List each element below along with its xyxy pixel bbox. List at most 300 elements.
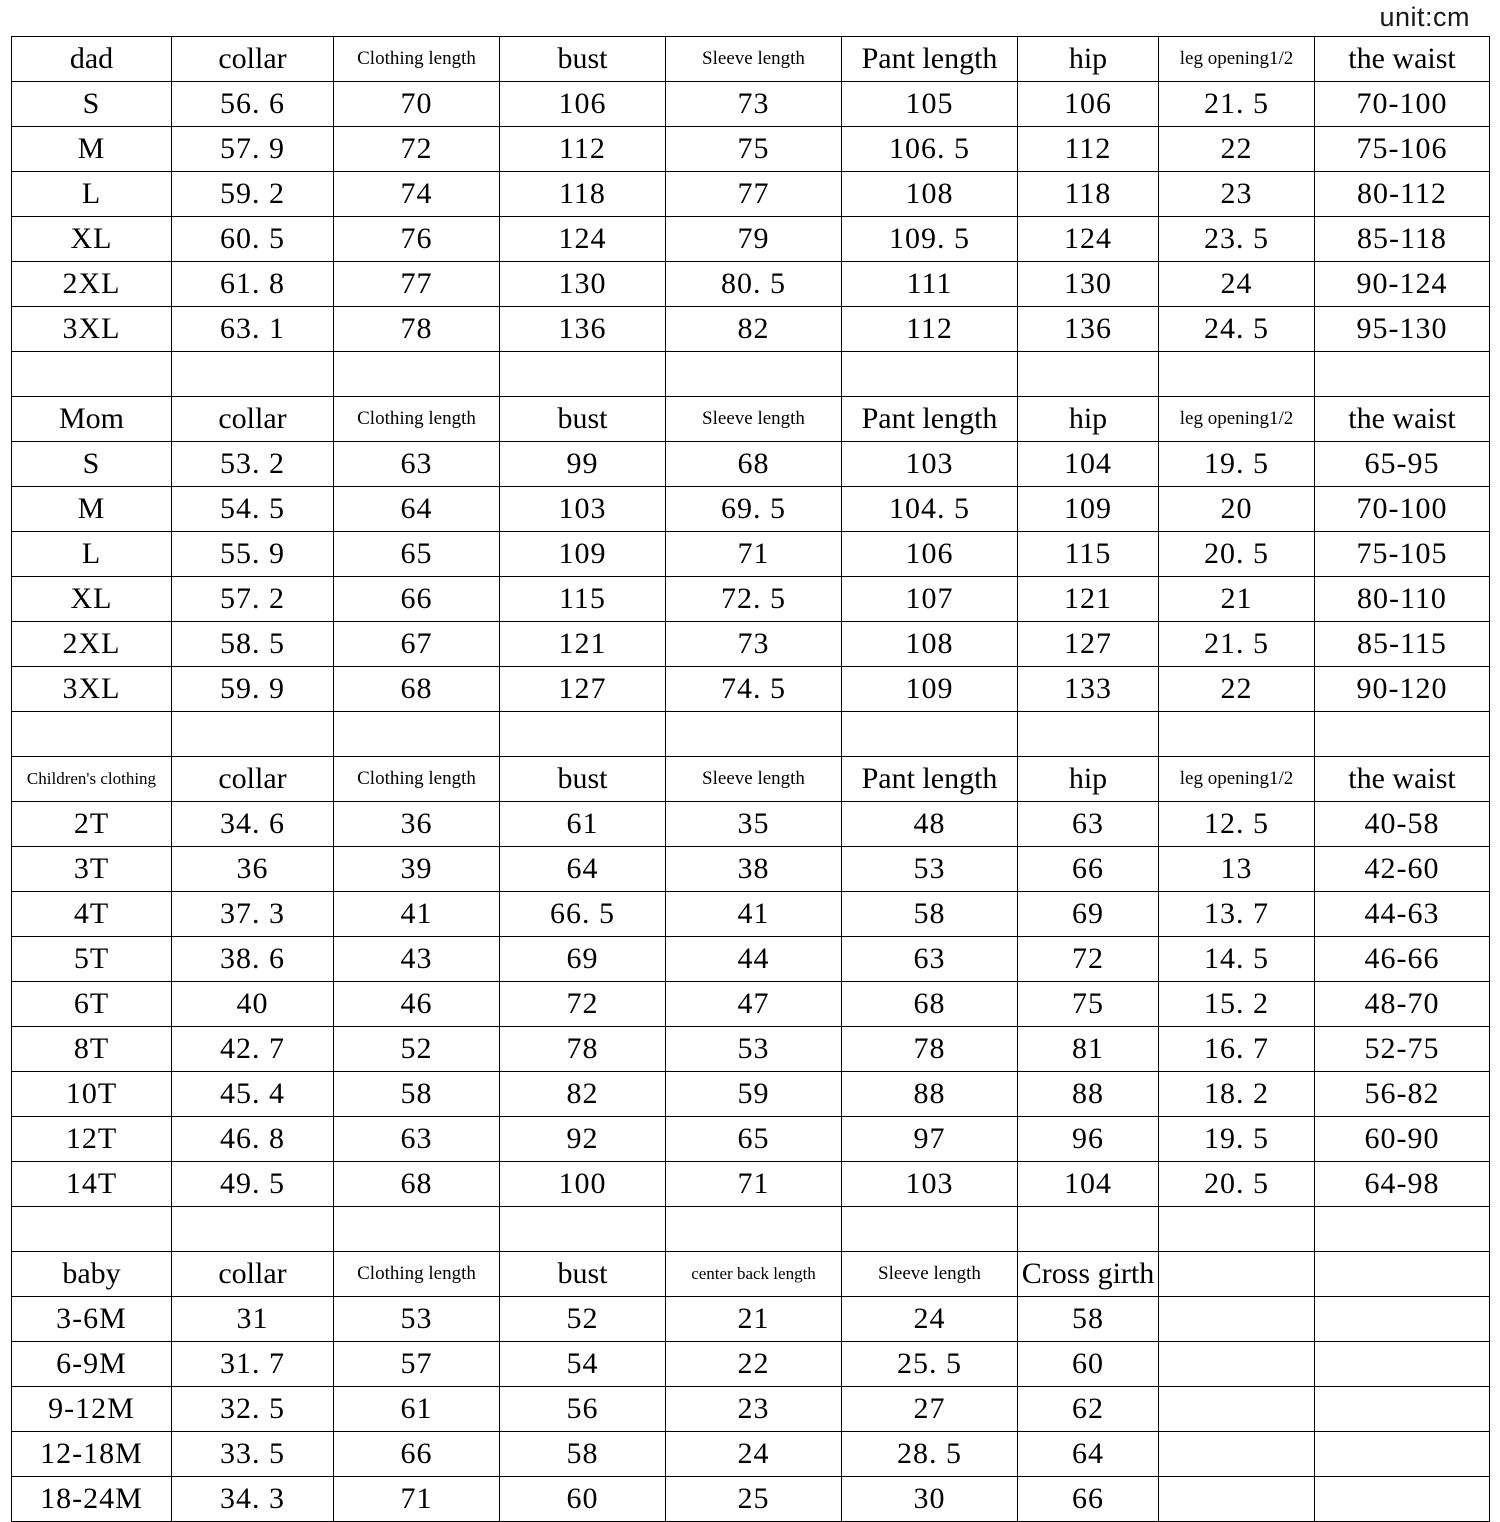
measurement-cell: 52-75 [1315, 1027, 1490, 1072]
column-header: collar [172, 1252, 334, 1297]
size-label: M [12, 487, 172, 532]
measurement-cell: 58 [500, 1432, 666, 1477]
spacer-cell [1018, 712, 1159, 757]
measurement-cell: 66 [334, 577, 500, 622]
measurement-cell: 70-100 [1315, 487, 1490, 532]
measurement-cell: 70 [334, 82, 500, 127]
measurement-cell: 52 [500, 1297, 666, 1342]
measurement-cell: 22 [1159, 127, 1315, 172]
column-header: bust [500, 757, 666, 802]
measurement-cell [1159, 1477, 1315, 1522]
measurement-cell: 85-115 [1315, 622, 1490, 667]
spacer-cell [1159, 352, 1315, 397]
section-label-mom: Mom [12, 397, 172, 442]
measurement-cell: 103 [842, 442, 1018, 487]
size-label: 9-12M [12, 1387, 172, 1432]
measurement-cell: 104 [1018, 442, 1159, 487]
column-header: the waist [1315, 37, 1490, 82]
measurement-cell: 80. 5 [666, 262, 842, 307]
measurement-cell: 108 [842, 172, 1018, 217]
spacer-row [12, 1207, 1490, 1252]
measurement-cell: 20 [1159, 487, 1315, 532]
measurement-cell: 95-130 [1315, 307, 1490, 352]
spacer-cell [1315, 1207, 1490, 1252]
table-row [12, 982, 1490, 1027]
measurement-cell: 78 [334, 307, 500, 352]
measurement-cell: 79 [666, 217, 842, 262]
table-row [12, 937, 1490, 982]
measurement-cell: 124 [500, 217, 666, 262]
measurement-cell: 56-82 [1315, 1072, 1490, 1117]
measurement-cell: 56. 6 [172, 82, 334, 127]
column-header: the waist [1315, 757, 1490, 802]
column-header: Pant length [842, 37, 1018, 82]
size-label: XL [12, 577, 172, 622]
size-label: 10T [12, 1072, 172, 1117]
measurement-cell: 22 [1159, 667, 1315, 712]
measurement-cell [1315, 1432, 1490, 1477]
measurement-cell: 103 [500, 487, 666, 532]
measurement-cell: 46 [334, 982, 500, 1027]
measurement-cell: 64 [500, 847, 666, 892]
measurement-cell: 70-100 [1315, 82, 1490, 127]
measurement-cell: 111 [842, 262, 1018, 307]
measurement-cell: 53 [666, 1027, 842, 1072]
measurement-cell: 34. 6 [172, 802, 334, 847]
column-header: leg opening1/2 [1159, 37, 1315, 82]
size-label: 3XL [12, 307, 172, 352]
measurement-cell: 25 [666, 1477, 842, 1522]
spacer-cell [666, 1207, 842, 1252]
measurement-cell: 97 [842, 1117, 1018, 1162]
table-row [12, 82, 1490, 127]
spacer-row [12, 712, 1490, 757]
column-header: leg opening1/2 [1159, 397, 1315, 442]
measurement-cell: 78 [500, 1027, 666, 1072]
measurement-cell: 67 [334, 622, 500, 667]
measurement-cell: 68 [842, 982, 1018, 1027]
measurement-cell: 24 [1159, 262, 1315, 307]
measurement-cell: 130 [500, 262, 666, 307]
size-label: 12T [12, 1117, 172, 1162]
measurement-cell: 59. 9 [172, 667, 334, 712]
section-label-baby: baby [12, 1252, 172, 1297]
measurement-cell: 61 [334, 1387, 500, 1432]
size-label: XL [12, 217, 172, 262]
measurement-cell: 63 [334, 1117, 500, 1162]
measurement-cell: 80-112 [1315, 172, 1490, 217]
size-label: 2XL [12, 262, 172, 307]
measurement-cell: 96 [1018, 1117, 1159, 1162]
size-label: 6T [12, 982, 172, 1027]
measurement-cell: 104. 5 [842, 487, 1018, 532]
measurement-cell: 27 [842, 1387, 1018, 1432]
measurement-cell: 121 [500, 622, 666, 667]
measurement-cell: 53. 2 [172, 442, 334, 487]
size-label: S [12, 82, 172, 127]
measurement-cell: 77 [334, 262, 500, 307]
measurement-cell: 68 [334, 1162, 500, 1207]
measurement-cell: 33. 5 [172, 1432, 334, 1477]
size-label: L [12, 172, 172, 217]
spacer-cell [842, 352, 1018, 397]
size-label: 18-24M [12, 1477, 172, 1522]
measurement-cell: 130 [1018, 262, 1159, 307]
measurement-cell: 73 [666, 82, 842, 127]
column-header [1159, 1252, 1315, 1297]
table-row [12, 1072, 1490, 1117]
measurement-cell: 73 [666, 622, 842, 667]
measurement-cell: 36 [334, 802, 500, 847]
size-label: 6-9M [12, 1342, 172, 1387]
spacer-cell [1018, 352, 1159, 397]
measurement-cell: 68 [666, 442, 842, 487]
measurement-cell: 24 [666, 1432, 842, 1477]
column-header: collar [172, 757, 334, 802]
measurement-cell: 60. 5 [172, 217, 334, 262]
measurement-cell: 36 [172, 847, 334, 892]
spacer-cell [172, 352, 334, 397]
measurement-cell: 106. 5 [842, 127, 1018, 172]
measurement-cell: 69 [500, 937, 666, 982]
measurement-cell: 71 [666, 1162, 842, 1207]
measurement-cell: 21. 5 [1159, 82, 1315, 127]
measurement-cell: 105 [842, 82, 1018, 127]
measurement-cell: 112 [500, 127, 666, 172]
table-row [12, 1117, 1490, 1162]
measurement-cell: 44-63 [1315, 892, 1490, 937]
measurement-cell: 90-120 [1315, 667, 1490, 712]
measurement-cell: 63. 1 [172, 307, 334, 352]
size-label: 5T [12, 937, 172, 982]
column-header: Sleeve length [842, 1252, 1018, 1297]
spacer-cell [842, 1207, 1018, 1252]
size-label: 3T [12, 847, 172, 892]
section-label-dad: dad [12, 37, 172, 82]
measurement-cell: 81 [1018, 1027, 1159, 1072]
measurement-cell: 23. 5 [1159, 217, 1315, 262]
measurement-cell: 25. 5 [842, 1342, 1018, 1387]
size-chart-body [12, 37, 1490, 1522]
measurement-cell: 63 [842, 937, 1018, 982]
column-header: Pant length [842, 397, 1018, 442]
measurement-cell: 115 [500, 577, 666, 622]
size-label: 12-18M [12, 1432, 172, 1477]
measurement-cell: 22 [666, 1342, 842, 1387]
measurement-cell: 32. 5 [172, 1387, 334, 1432]
measurement-cell: 40 [172, 982, 334, 1027]
table-row [12, 217, 1490, 262]
measurement-cell: 66 [334, 1432, 500, 1477]
measurement-cell: 38. 6 [172, 937, 334, 982]
measurement-cell: 53 [842, 847, 1018, 892]
column-header: Pant length [842, 757, 1018, 802]
measurement-cell: 12. 5 [1159, 802, 1315, 847]
size-label: 14T [12, 1162, 172, 1207]
measurement-cell: 66 [1018, 847, 1159, 892]
spacer-cell [666, 352, 842, 397]
size-label: L [12, 532, 172, 577]
measurement-cell: 107 [842, 577, 1018, 622]
measurement-cell: 112 [842, 307, 1018, 352]
measurement-cell: 60-90 [1315, 1117, 1490, 1162]
measurement-cell: 106 [1018, 82, 1159, 127]
measurement-cell: 109 [1018, 487, 1159, 532]
measurement-cell: 38 [666, 847, 842, 892]
column-header: hip [1018, 397, 1159, 442]
measurement-cell: 72 [500, 982, 666, 1027]
measurement-cell: 127 [500, 667, 666, 712]
table-row [12, 1027, 1490, 1072]
measurement-cell: 118 [1018, 172, 1159, 217]
measurement-cell: 58 [842, 892, 1018, 937]
measurement-cell: 59. 2 [172, 172, 334, 217]
measurement-cell: 63 [334, 442, 500, 487]
table-row [12, 577, 1490, 622]
section-label-children-s-clothing: Children's clothing [12, 757, 172, 802]
measurement-cell: 112 [1018, 127, 1159, 172]
measurement-cell: 69 [1018, 892, 1159, 937]
spacer-cell [500, 712, 666, 757]
measurement-cell: 72 [334, 127, 500, 172]
measurement-cell: 75-106 [1315, 127, 1490, 172]
measurement-cell: 88 [1018, 1072, 1159, 1117]
measurement-cell: 45. 4 [172, 1072, 334, 1117]
measurement-cell: 109 [842, 667, 1018, 712]
measurement-cell: 48-70 [1315, 982, 1490, 1027]
table-header-row [12, 37, 1490, 82]
measurement-cell: 92 [500, 1117, 666, 1162]
table-row [12, 1477, 1490, 1522]
measurement-cell: 74. 5 [666, 667, 842, 712]
measurement-cell: 72. 5 [666, 577, 842, 622]
measurement-cell: 82 [666, 307, 842, 352]
measurement-cell: 60 [500, 1477, 666, 1522]
measurement-cell [1315, 1387, 1490, 1432]
measurement-cell: 46-66 [1315, 937, 1490, 982]
measurement-cell: 14. 5 [1159, 937, 1315, 982]
measurement-cell [1159, 1432, 1315, 1477]
measurement-cell: 64 [1018, 1432, 1159, 1477]
table-header-row [12, 397, 1490, 442]
measurement-cell: 63 [1018, 802, 1159, 847]
measurement-cell: 55. 9 [172, 532, 334, 577]
size-label: 8T [12, 1027, 172, 1072]
column-header: Sleeve length [666, 37, 842, 82]
measurement-cell: 19. 5 [1159, 442, 1315, 487]
measurement-cell [1315, 1297, 1490, 1342]
measurement-cell: 80-110 [1315, 577, 1490, 622]
measurement-cell: 54. 5 [172, 487, 334, 532]
spacer-row [12, 352, 1490, 397]
column-header: Clothing length [334, 37, 500, 82]
measurement-cell: 99 [500, 442, 666, 487]
column-header: collar [172, 37, 334, 82]
measurement-cell: 13. 7 [1159, 892, 1315, 937]
measurement-cell: 124 [1018, 217, 1159, 262]
column-header: bust [500, 397, 666, 442]
table-row [12, 622, 1490, 667]
measurement-cell: 20. 5 [1159, 532, 1315, 577]
table-row [12, 1297, 1490, 1342]
measurement-cell: 85-118 [1315, 217, 1490, 262]
column-header [1315, 1252, 1490, 1297]
spacer-cell [12, 1207, 172, 1252]
measurement-cell: 30 [842, 1477, 1018, 1522]
column-header: leg opening1/2 [1159, 757, 1315, 802]
spacer-cell [334, 1207, 500, 1252]
table-row [12, 892, 1490, 937]
spacer-cell [1159, 1207, 1315, 1252]
measurement-cell: 20. 5 [1159, 1162, 1315, 1207]
measurement-cell: 75 [666, 127, 842, 172]
measurement-cell: 41 [666, 892, 842, 937]
measurement-cell: 118 [500, 172, 666, 217]
measurement-cell: 35 [666, 802, 842, 847]
column-header: bust [500, 1252, 666, 1297]
measurement-cell: 109. 5 [842, 217, 1018, 262]
column-header: center back length [666, 1252, 842, 1297]
measurement-cell: 77 [666, 172, 842, 217]
measurement-cell [1159, 1387, 1315, 1432]
table-row [12, 1432, 1490, 1477]
measurement-cell: 56 [500, 1387, 666, 1432]
table-row [12, 262, 1490, 307]
measurement-cell: 121 [1018, 577, 1159, 622]
measurement-cell: 28. 5 [842, 1432, 1018, 1477]
measurement-cell: 62 [1018, 1387, 1159, 1432]
measurement-cell: 44 [666, 937, 842, 982]
measurement-cell: 66. 5 [500, 892, 666, 937]
measurement-cell: 40-58 [1315, 802, 1490, 847]
measurement-cell: 133 [1018, 667, 1159, 712]
measurement-cell: 78 [842, 1027, 1018, 1072]
measurement-cell: 61. 8 [172, 262, 334, 307]
measurement-cell: 16. 7 [1159, 1027, 1315, 1072]
measurement-cell: 136 [500, 307, 666, 352]
size-chart-table [11, 36, 1490, 1522]
spacer-cell [1315, 712, 1490, 757]
measurement-cell: 21 [666, 1297, 842, 1342]
measurement-cell: 54 [500, 1342, 666, 1387]
measurement-cell: 21 [1159, 577, 1315, 622]
table-row [12, 847, 1490, 892]
measurement-cell: 103 [842, 1162, 1018, 1207]
spacer-cell [12, 352, 172, 397]
measurement-cell: 71 [334, 1477, 500, 1522]
measurement-cell: 108 [842, 622, 1018, 667]
measurement-cell: 15. 2 [1159, 982, 1315, 1027]
table-row [12, 127, 1490, 172]
measurement-cell: 34. 3 [172, 1477, 334, 1522]
measurement-cell: 69. 5 [666, 487, 842, 532]
measurement-cell: 72 [1018, 937, 1159, 982]
measurement-cell: 100 [500, 1162, 666, 1207]
measurement-cell: 65-95 [1315, 442, 1490, 487]
measurement-cell: 61 [500, 802, 666, 847]
measurement-cell: 68 [334, 667, 500, 712]
measurement-cell: 58. 5 [172, 622, 334, 667]
column-header: Clothing length [334, 1252, 500, 1297]
measurement-cell: 64 [334, 487, 500, 532]
measurement-cell: 106 [842, 532, 1018, 577]
measurement-cell: 115 [1018, 532, 1159, 577]
table-row [12, 1162, 1490, 1207]
measurement-cell: 31. 7 [172, 1342, 334, 1387]
column-header: Clothing length [334, 757, 500, 802]
measurement-cell: 59 [666, 1072, 842, 1117]
column-header: bust [500, 37, 666, 82]
size-label: 3-6M [12, 1297, 172, 1342]
column-header: Sleeve length [666, 397, 842, 442]
measurement-cell: 24 [842, 1297, 1018, 1342]
size-label: 4T [12, 892, 172, 937]
measurement-cell: 60 [1018, 1342, 1159, 1387]
measurement-cell: 37. 3 [172, 892, 334, 937]
measurement-cell: 75 [1018, 982, 1159, 1027]
measurement-cell: 48 [842, 802, 1018, 847]
spacer-cell [842, 712, 1018, 757]
column-header: hip [1018, 37, 1159, 82]
measurement-cell [1315, 1477, 1490, 1522]
measurement-cell: 49. 5 [172, 1162, 334, 1207]
size-label: S [12, 442, 172, 487]
measurement-cell: 57. 9 [172, 127, 334, 172]
measurement-cell: 65 [666, 1117, 842, 1162]
measurement-cell [1159, 1342, 1315, 1387]
measurement-cell: 66 [1018, 1477, 1159, 1522]
size-label: M [12, 127, 172, 172]
measurement-cell: 42. 7 [172, 1027, 334, 1072]
measurement-cell: 71 [666, 532, 842, 577]
spacer-cell [12, 712, 172, 757]
measurement-cell: 42-60 [1315, 847, 1490, 892]
column-header: hip [1018, 757, 1159, 802]
spacer-cell [172, 712, 334, 757]
measurement-cell: 31 [172, 1297, 334, 1342]
column-header: Cross girth [1018, 1252, 1159, 1297]
spacer-cell [334, 712, 500, 757]
spacer-cell [500, 352, 666, 397]
table-row [12, 532, 1490, 577]
spacer-cell [1159, 712, 1315, 757]
measurement-cell: 82 [500, 1072, 666, 1117]
measurement-cell: 74 [334, 172, 500, 217]
measurement-cell: 57. 2 [172, 577, 334, 622]
measurement-cell: 18. 2 [1159, 1072, 1315, 1117]
measurement-cell: 19. 5 [1159, 1117, 1315, 1162]
size-label: 2XL [12, 622, 172, 667]
measurement-cell: 13 [1159, 847, 1315, 892]
column-header: Sleeve length [666, 757, 842, 802]
spacer-cell [500, 1207, 666, 1252]
spacer-cell [1018, 1207, 1159, 1252]
measurement-cell: 23 [1159, 172, 1315, 217]
measurement-cell: 43 [334, 937, 500, 982]
spacer-cell [1315, 352, 1490, 397]
table-header-row [12, 1252, 1490, 1297]
spacer-cell [334, 352, 500, 397]
measurement-cell: 58 [334, 1072, 500, 1117]
table-row [12, 667, 1490, 712]
column-header: the waist [1315, 397, 1490, 442]
table-row [12, 487, 1490, 532]
measurement-cell: 109 [500, 532, 666, 577]
measurement-cell: 106 [500, 82, 666, 127]
measurement-cell: 39 [334, 847, 500, 892]
measurement-cell: 46. 8 [172, 1117, 334, 1162]
measurement-cell: 64-98 [1315, 1162, 1490, 1207]
